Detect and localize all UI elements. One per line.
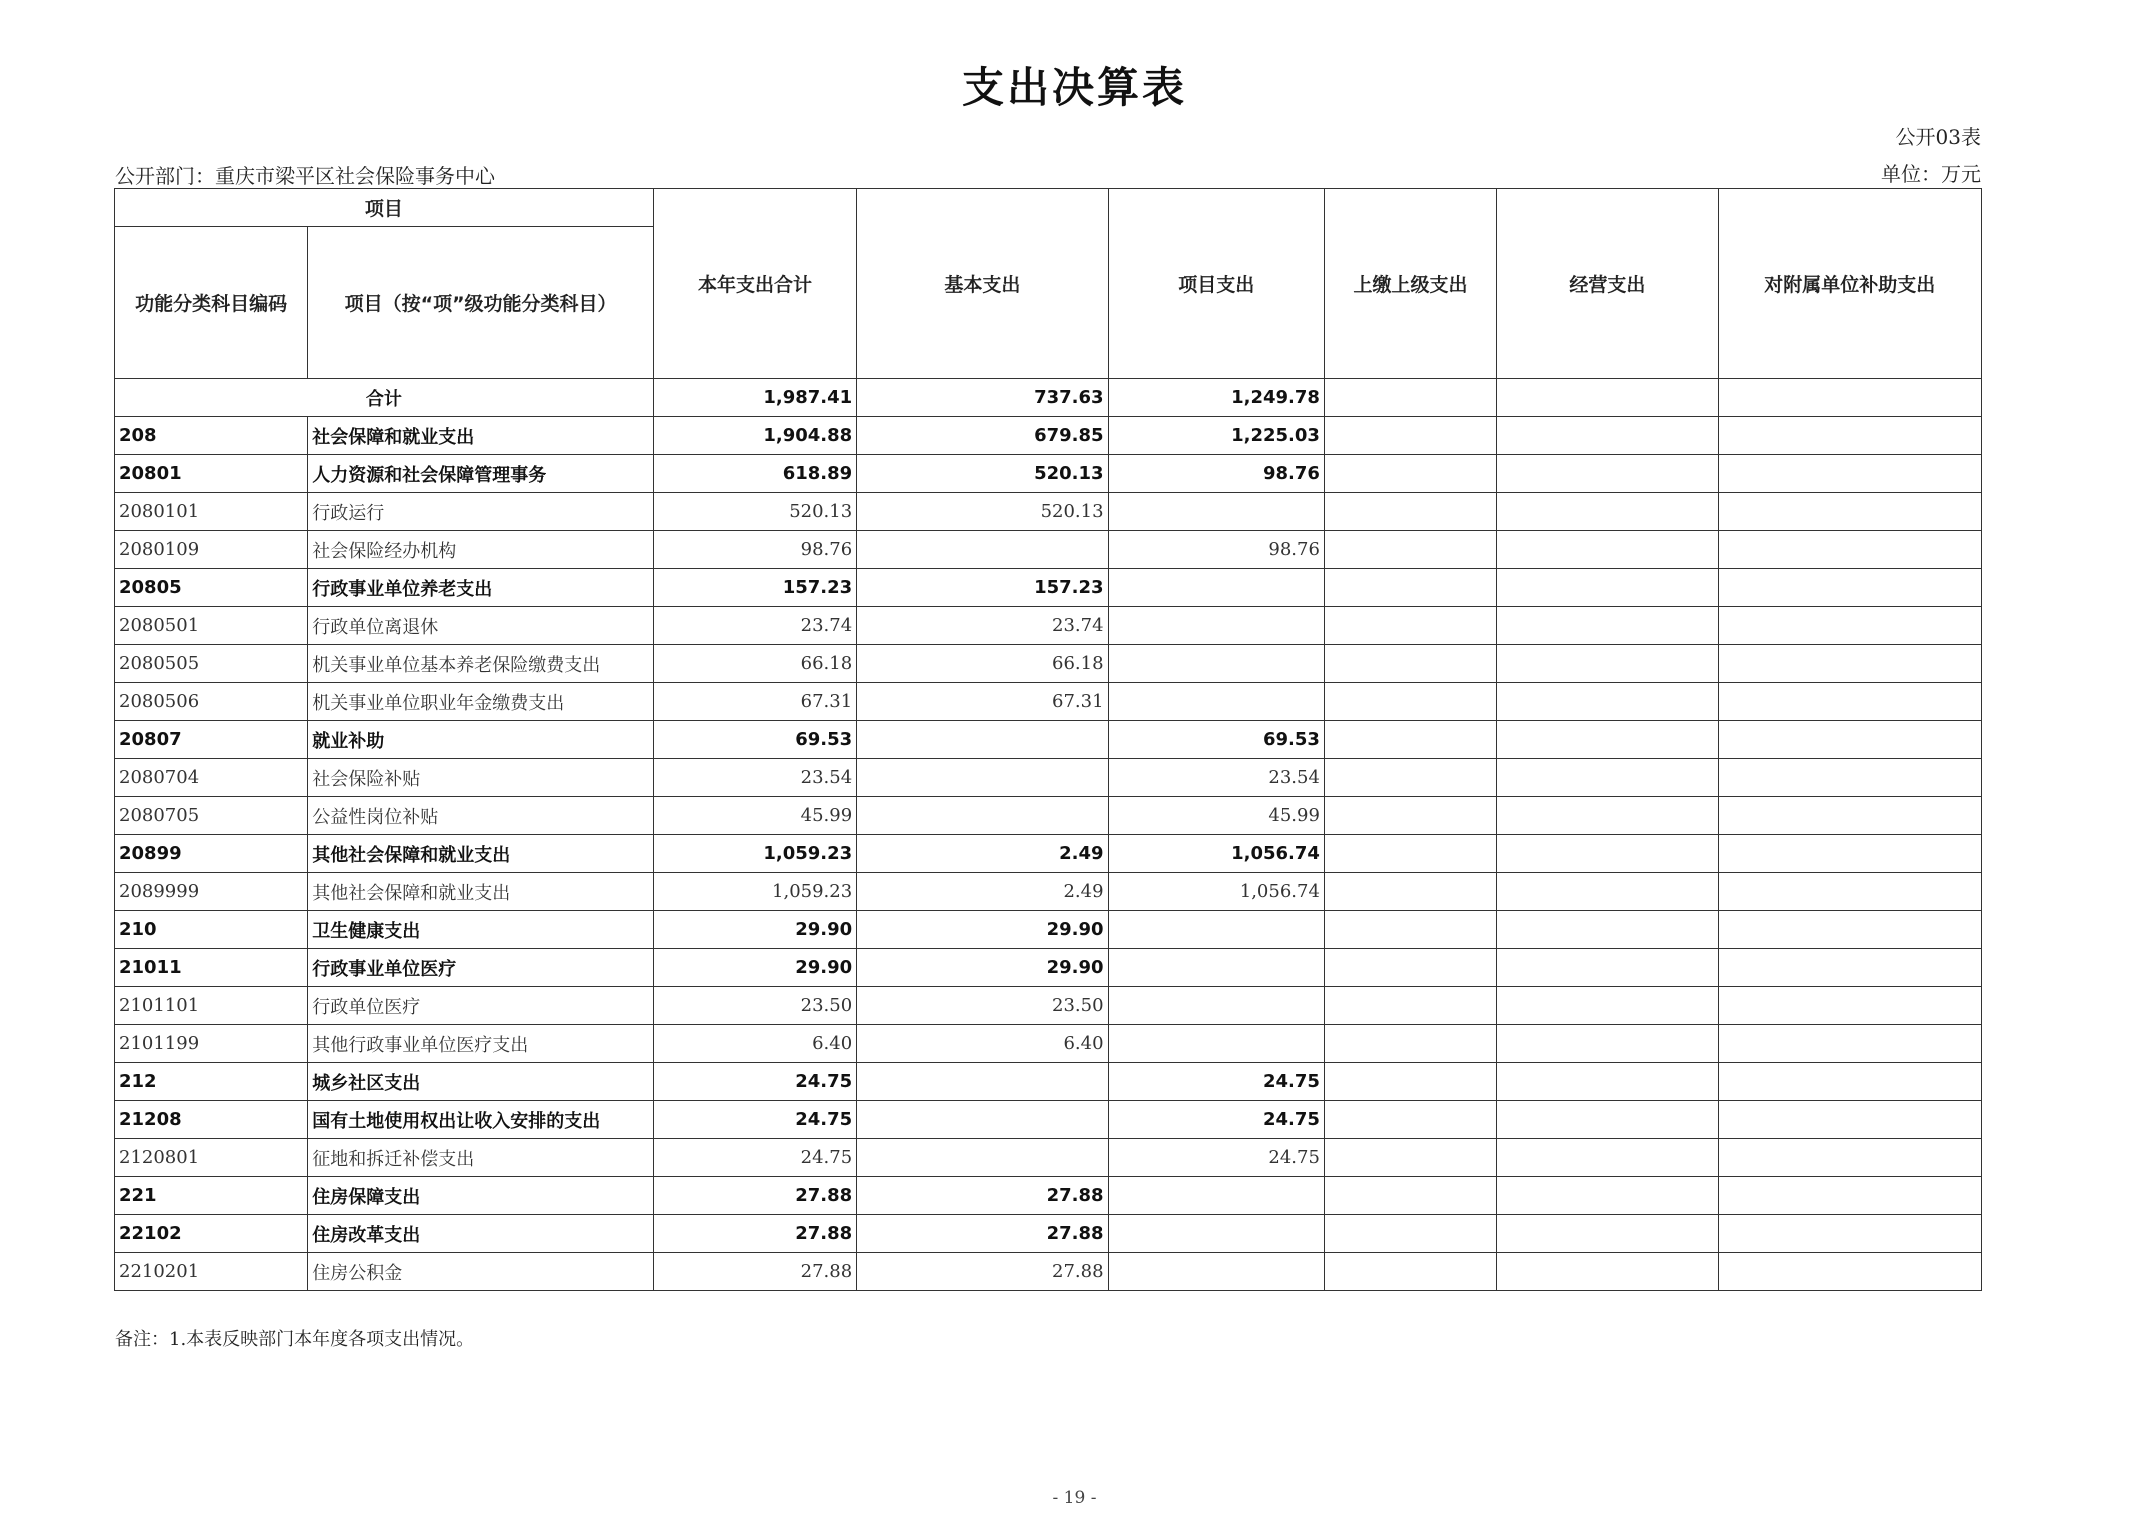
project-cell: [1108, 1025, 1324, 1063]
header-business: 经营支出: [1497, 189, 1718, 379]
name-cell: 住房改革支出: [308, 1215, 654, 1253]
subsidy-cell: [1718, 759, 1981, 797]
footnote: 备注：1.本表反映部门本年度各项支出情况。: [115, 1329, 475, 1350]
upper-cell: [1324, 683, 1496, 721]
business-cell: [1497, 1177, 1718, 1215]
project-cell: [1108, 987, 1324, 1025]
total-cell: 69.53: [653, 721, 856, 759]
upper-cell: [1324, 1025, 1496, 1063]
code-cell: 2120801: [115, 1139, 308, 1177]
total-cell: 1,904.88: [653, 417, 856, 455]
name-cell: 行政事业单位医疗: [308, 949, 654, 987]
table-row: [115, 835, 1982, 873]
subsidy-cell: [1718, 911, 1981, 949]
table-row: [115, 1253, 1982, 1291]
code-cell: 221: [115, 1177, 308, 1215]
upper-cell: [1324, 493, 1496, 531]
subsidy-cell: [1718, 455, 1981, 493]
upper-cell: [1324, 455, 1496, 493]
code-cell: 2080505: [115, 645, 308, 683]
total-project-cell: 1,249.78: [1108, 379, 1324, 417]
project-cell: [1108, 569, 1324, 607]
total-cell: 66.18: [653, 645, 856, 683]
code-cell: 21011: [115, 949, 308, 987]
total-cell: 24.75: [653, 1101, 856, 1139]
department-label: 公开部门：重庆市梁平区社会保险事务中心: [115, 164, 495, 188]
subsidy-cell: [1718, 797, 1981, 835]
name-cell: 行政事业单位养老支出: [308, 569, 654, 607]
basic-cell: 29.90: [857, 949, 1108, 987]
code-cell: 22102: [115, 1215, 308, 1253]
table-row: [115, 569, 1982, 607]
upper-cell: [1324, 759, 1496, 797]
subsidy-cell: [1718, 417, 1981, 455]
name-cell: 就业补助: [308, 721, 654, 759]
name-cell: 国有土地使用权出让收入安排的支出: [308, 1101, 654, 1139]
name-cell: 行政单位医疗: [308, 987, 654, 1025]
upper-cell: [1324, 835, 1496, 873]
page-number: - 19 -: [1052, 1488, 1097, 1508]
page-title: 支出决算表: [961, 63, 1187, 112]
table-row: [115, 721, 1982, 759]
table-row: [115, 1139, 1982, 1177]
name-cell: 城乡社区支出: [308, 1063, 654, 1101]
business-cell: [1497, 911, 1718, 949]
table-row: [115, 1101, 1982, 1139]
total-basic-cell: 737.63: [857, 379, 1108, 417]
header-upper: 上缴上级支出: [1324, 189, 1496, 379]
upper-cell: [1324, 1253, 1496, 1291]
basic-cell: [857, 721, 1108, 759]
basic-cell: 27.88: [857, 1253, 1108, 1291]
name-cell: 征地和拆迁补偿支出: [308, 1139, 654, 1177]
name-cell: 人力资源和社会保障管理事务: [308, 455, 654, 493]
total-row: [115, 379, 1982, 417]
subsidy-cell: [1718, 1253, 1981, 1291]
project-cell: 24.75: [1108, 1063, 1324, 1101]
subsidy-cell: [1718, 1101, 1981, 1139]
subsidy-cell: [1718, 493, 1981, 531]
table-row: [115, 873, 1982, 911]
total-cell: 29.90: [653, 911, 856, 949]
project-cell: [1108, 1253, 1324, 1291]
basic-cell: 23.50: [857, 987, 1108, 1025]
table-row: [115, 1025, 1982, 1063]
table-row: [115, 1063, 1982, 1101]
business-cell: [1497, 645, 1718, 683]
unit-label: 单位：万元: [1881, 162, 1981, 186]
subsidy-cell: [1718, 1215, 1981, 1253]
business-cell: [1497, 531, 1718, 569]
total-cell: 618.89: [653, 455, 856, 493]
subsidy-cell: [1718, 645, 1981, 683]
total-cell: 23.74: [653, 607, 856, 645]
basic-cell: [857, 1139, 1108, 1177]
name-cell: 社会保障和就业支出: [308, 417, 654, 455]
project-cell: 98.76: [1108, 531, 1324, 569]
subsidy-cell: [1718, 1063, 1981, 1101]
business-cell: [1497, 759, 1718, 797]
business-cell: [1497, 949, 1718, 987]
basic-cell: 520.13: [857, 493, 1108, 531]
table-row: [115, 531, 1982, 569]
total-cell: 520.13: [653, 493, 856, 531]
project-cell: [1108, 607, 1324, 645]
code-cell: 2080705: [115, 797, 308, 835]
code-cell: 2080501: [115, 607, 308, 645]
total-cell: 27.88: [653, 1177, 856, 1215]
business-cell: [1497, 797, 1718, 835]
basic-cell: 6.40: [857, 1025, 1108, 1063]
upper-cell: [1324, 531, 1496, 569]
total-cell: 1,059.23: [653, 873, 856, 911]
business-cell: [1497, 683, 1718, 721]
total-cell: 67.31: [653, 683, 856, 721]
basic-cell: [857, 759, 1108, 797]
total-subsidy-cell: [1718, 379, 1981, 417]
subsidy-cell: [1718, 569, 1981, 607]
code-cell: 20801: [115, 455, 308, 493]
upper-cell: [1324, 417, 1496, 455]
basic-cell: 157.23: [857, 569, 1108, 607]
project-cell: [1108, 949, 1324, 987]
project-cell: 24.75: [1108, 1139, 1324, 1177]
upper-cell: [1324, 1215, 1496, 1253]
basic-cell: [857, 1101, 1108, 1139]
total-cell: 23.54: [653, 759, 856, 797]
header-item-group: 项目: [115, 189, 654, 227]
basic-cell: [857, 531, 1108, 569]
business-cell: [1497, 721, 1718, 759]
business-cell: [1497, 1025, 1718, 1063]
total-business-cell: [1497, 379, 1718, 417]
upper-cell: [1324, 721, 1496, 759]
name-cell: 其他社会保障和就业支出: [308, 835, 654, 873]
name-cell: 机关事业单位基本养老保险缴费支出: [308, 645, 654, 683]
business-cell: [1497, 455, 1718, 493]
business-cell: [1497, 417, 1718, 455]
upper-cell: [1324, 949, 1496, 987]
project-cell: 69.53: [1108, 721, 1324, 759]
code-cell: 2210201: [115, 1253, 308, 1291]
total-cell: 6.40: [653, 1025, 856, 1063]
code-cell: 2080506: [115, 683, 308, 721]
basic-cell: 29.90: [857, 911, 1108, 949]
table-row: [115, 949, 1982, 987]
name-cell: 机关事业单位职业年金缴费支出: [308, 683, 654, 721]
upper-cell: [1324, 987, 1496, 1025]
total-cell: 29.90: [653, 949, 856, 987]
subsidy-cell: [1718, 531, 1981, 569]
business-cell: [1497, 987, 1718, 1025]
total-cell: 1,059.23: [653, 835, 856, 873]
code-cell: 2089999: [115, 873, 308, 911]
project-cell: [1108, 1177, 1324, 1215]
name-cell: 社会保险补贴: [308, 759, 654, 797]
header-subsidy: 对附属单位补助支出: [1718, 189, 1981, 379]
total-upper-cell: [1324, 379, 1496, 417]
project-cell: 1,056.74: [1108, 873, 1324, 911]
basic-cell: 520.13: [857, 455, 1108, 493]
header-project: 项目支出: [1108, 189, 1324, 379]
project-cell: [1108, 1215, 1324, 1253]
name-cell: 行政单位离退休: [308, 607, 654, 645]
business-cell: [1497, 569, 1718, 607]
table-row: [115, 759, 1982, 797]
subsidy-cell: [1718, 1025, 1981, 1063]
total-cell: 45.99: [653, 797, 856, 835]
table-row: [115, 455, 1982, 493]
code-cell: 20807: [115, 721, 308, 759]
total-cell: 1,987.41: [653, 379, 856, 417]
table-row: [115, 607, 1982, 645]
total-cell: 98.76: [653, 531, 856, 569]
business-cell: [1497, 1063, 1718, 1101]
total-cell: 157.23: [653, 569, 856, 607]
business-cell: [1497, 493, 1718, 531]
subsidy-cell: [1718, 1177, 1981, 1215]
total-cell: 23.50: [653, 987, 856, 1025]
subsidy-cell: [1718, 607, 1981, 645]
subsidy-cell: [1718, 949, 1981, 987]
upper-cell: [1324, 1139, 1496, 1177]
project-cell: 24.75: [1108, 1101, 1324, 1139]
total-label: 合计: [115, 379, 654, 417]
name-cell: 其他行政事业单位医疗支出: [308, 1025, 654, 1063]
project-cell: [1108, 683, 1324, 721]
business-cell: [1497, 1101, 1718, 1139]
basic-cell: 27.88: [857, 1215, 1108, 1253]
project-cell: 1,056.74: [1108, 835, 1324, 873]
subsidy-cell: [1718, 721, 1981, 759]
project-cell: 23.54: [1108, 759, 1324, 797]
project-cell: 1,225.03: [1108, 417, 1324, 455]
upper-cell: [1324, 1101, 1496, 1139]
total-cell: 24.75: [653, 1139, 856, 1177]
header-basic: 基本支出: [857, 189, 1108, 379]
code-cell: 2101199: [115, 1025, 308, 1063]
upper-cell: [1324, 1063, 1496, 1101]
project-cell: [1108, 493, 1324, 531]
project-cell: [1108, 645, 1324, 683]
subsidy-cell: [1718, 683, 1981, 721]
name-cell: 公益性岗位补贴: [308, 797, 654, 835]
total-cell: 27.88: [653, 1253, 856, 1291]
table-row: [115, 417, 1982, 455]
upper-cell: [1324, 645, 1496, 683]
code-cell: 2101101: [115, 987, 308, 1025]
name-cell: 住房保障支出: [308, 1177, 654, 1215]
name-cell: 住房公积金: [308, 1253, 654, 1291]
business-cell: [1497, 835, 1718, 873]
subsidy-cell: [1718, 873, 1981, 911]
code-cell: 20805: [115, 569, 308, 607]
upper-cell: [1324, 607, 1496, 645]
basic-cell: [857, 1063, 1108, 1101]
total-cell: 27.88: [653, 1215, 856, 1253]
table-row: [115, 1215, 1982, 1253]
basic-cell: [857, 797, 1108, 835]
table-row: [115, 683, 1982, 721]
code-cell: 2080101: [115, 493, 308, 531]
basic-cell: 679.85: [857, 417, 1108, 455]
project-cell: [1108, 911, 1324, 949]
subsidy-cell: [1718, 835, 1981, 873]
upper-cell: [1324, 797, 1496, 835]
code-cell: 21208: [115, 1101, 308, 1139]
subsidy-cell: [1718, 987, 1981, 1025]
code-cell: 2080704: [115, 759, 308, 797]
table-row: [115, 493, 1982, 531]
table-row: [115, 645, 1982, 683]
header-total: 本年支出合计: [653, 189, 856, 379]
basic-cell: 2.49: [857, 835, 1108, 873]
basic-cell: 27.88: [857, 1177, 1108, 1215]
form-number: 公开03表: [1895, 125, 1981, 149]
business-cell: [1497, 873, 1718, 911]
basic-cell: 2.49: [857, 873, 1108, 911]
name-cell: 行政运行: [308, 493, 654, 531]
header-name: 项目（按“项”级功能分类科目）: [308, 227, 654, 379]
header-code: 功能分类科目编码: [115, 227, 308, 379]
subsidy-cell: [1718, 1139, 1981, 1177]
business-cell: [1497, 1215, 1718, 1253]
total-cell: 24.75: [653, 1063, 856, 1101]
code-cell: 208: [115, 417, 308, 455]
name-cell: 卫生健康支出: [308, 911, 654, 949]
code-cell: 2080109: [115, 531, 308, 569]
project-cell: 45.99: [1108, 797, 1324, 835]
business-cell: [1497, 1253, 1718, 1291]
project-cell: 98.76: [1108, 455, 1324, 493]
upper-cell: [1324, 569, 1496, 607]
upper-cell: [1324, 1177, 1496, 1215]
expenditure-table: [114, 188, 1982, 1291]
code-cell: 20899: [115, 835, 308, 873]
business-cell: [1497, 1139, 1718, 1177]
code-cell: 212: [115, 1063, 308, 1101]
table-row: [115, 987, 1982, 1025]
basic-cell: 66.18: [857, 645, 1108, 683]
business-cell: [1497, 607, 1718, 645]
code-cell: 210: [115, 911, 308, 949]
table-row: [115, 911, 1982, 949]
name-cell: 其他社会保障和就业支出: [308, 873, 654, 911]
basic-cell: 67.31: [857, 683, 1108, 721]
table-row: [115, 1177, 1982, 1215]
name-cell: 社会保险经办机构: [308, 531, 654, 569]
basic-cell: 23.74: [857, 607, 1108, 645]
table-row: [115, 797, 1982, 835]
upper-cell: [1324, 873, 1496, 911]
upper-cell: [1324, 911, 1496, 949]
